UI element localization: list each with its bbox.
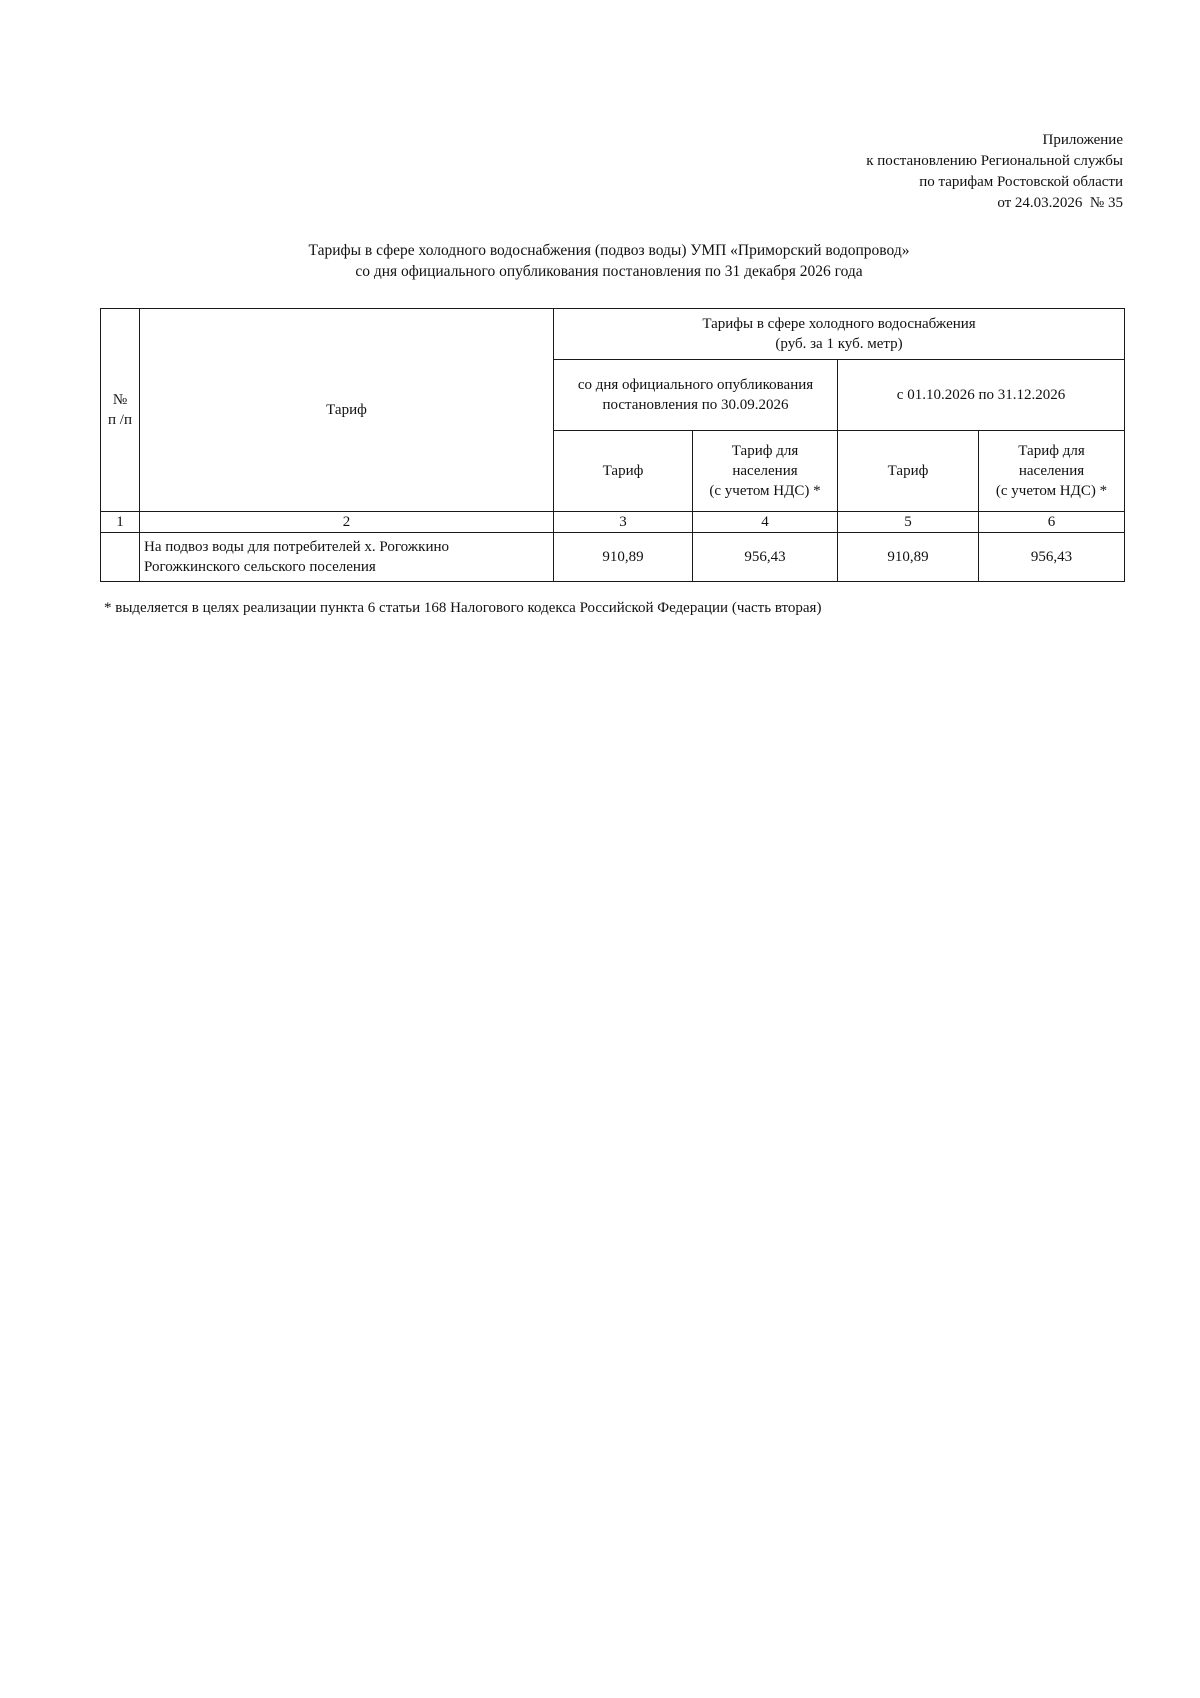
- header-tariff: Тариф: [140, 309, 554, 512]
- title-line: Тарифы в сфере холодного водоснабжения (подвоз воды) УМП «Приморский водопровод»: [308, 242, 910, 259]
- subheader-tariff: Тариф: [838, 431, 979, 512]
- appendix-block: [866, 130, 1123, 214]
- row-value: 910,89: [554, 533, 693, 582]
- appendix-line: Приложение: [1042, 132, 1123, 148]
- subheader-population-tariff: Тариф для населения (с учетом НДС) *: [979, 431, 1125, 512]
- column-number: 3: [554, 512, 693, 533]
- row-number: [101, 533, 140, 582]
- appendix-date-number: от 24.03.2026 № 35: [997, 195, 1123, 211]
- column-number: 1: [101, 512, 140, 533]
- column-number: 4: [693, 512, 838, 533]
- header-row-number: № п /п: [101, 309, 140, 512]
- row-value: 910,89: [838, 533, 979, 582]
- subheader-tariff: Тариф: [554, 431, 693, 512]
- column-number: 2: [140, 512, 554, 533]
- title-line: со дня официального опубликования постановления по 31 декабря 2026 года: [355, 263, 863, 280]
- table-row: [101, 533, 1125, 582]
- tariff-table: [100, 308, 1125, 582]
- footnote: * выделяется в целях реализации пункта 6 статьи 168 Налогового кодекса Российской Федерации (часть вторая): [104, 600, 822, 616]
- appendix-line: к постановлению Региональной службы: [866, 153, 1123, 169]
- header-period-1: со дня официального опубликования постановления по 30.09.2026: [554, 360, 838, 431]
- row-value: 956,43: [693, 533, 838, 582]
- column-number: 5: [838, 512, 979, 533]
- header-period-2: с 01.10.2026 по 31.12.2026: [838, 360, 1125, 431]
- document-title: [0, 240, 1200, 282]
- subheader-population-tariff: Тариф для населения (с учетом НДС) *: [693, 431, 838, 512]
- column-number: 6: [979, 512, 1125, 533]
- row-value: 956,43: [979, 533, 1125, 582]
- column-number-row: [101, 512, 1125, 533]
- row-tariff-name: На подвоз воды для потребителей х. Рогожкино Рогожкинского сельского поселения: [140, 533, 554, 582]
- appendix-line: по тарифам Ростовской области: [919, 174, 1123, 190]
- header-group: Тарифы в сфере холодного водоснабжения (руб. за 1 куб. метр): [554, 309, 1125, 360]
